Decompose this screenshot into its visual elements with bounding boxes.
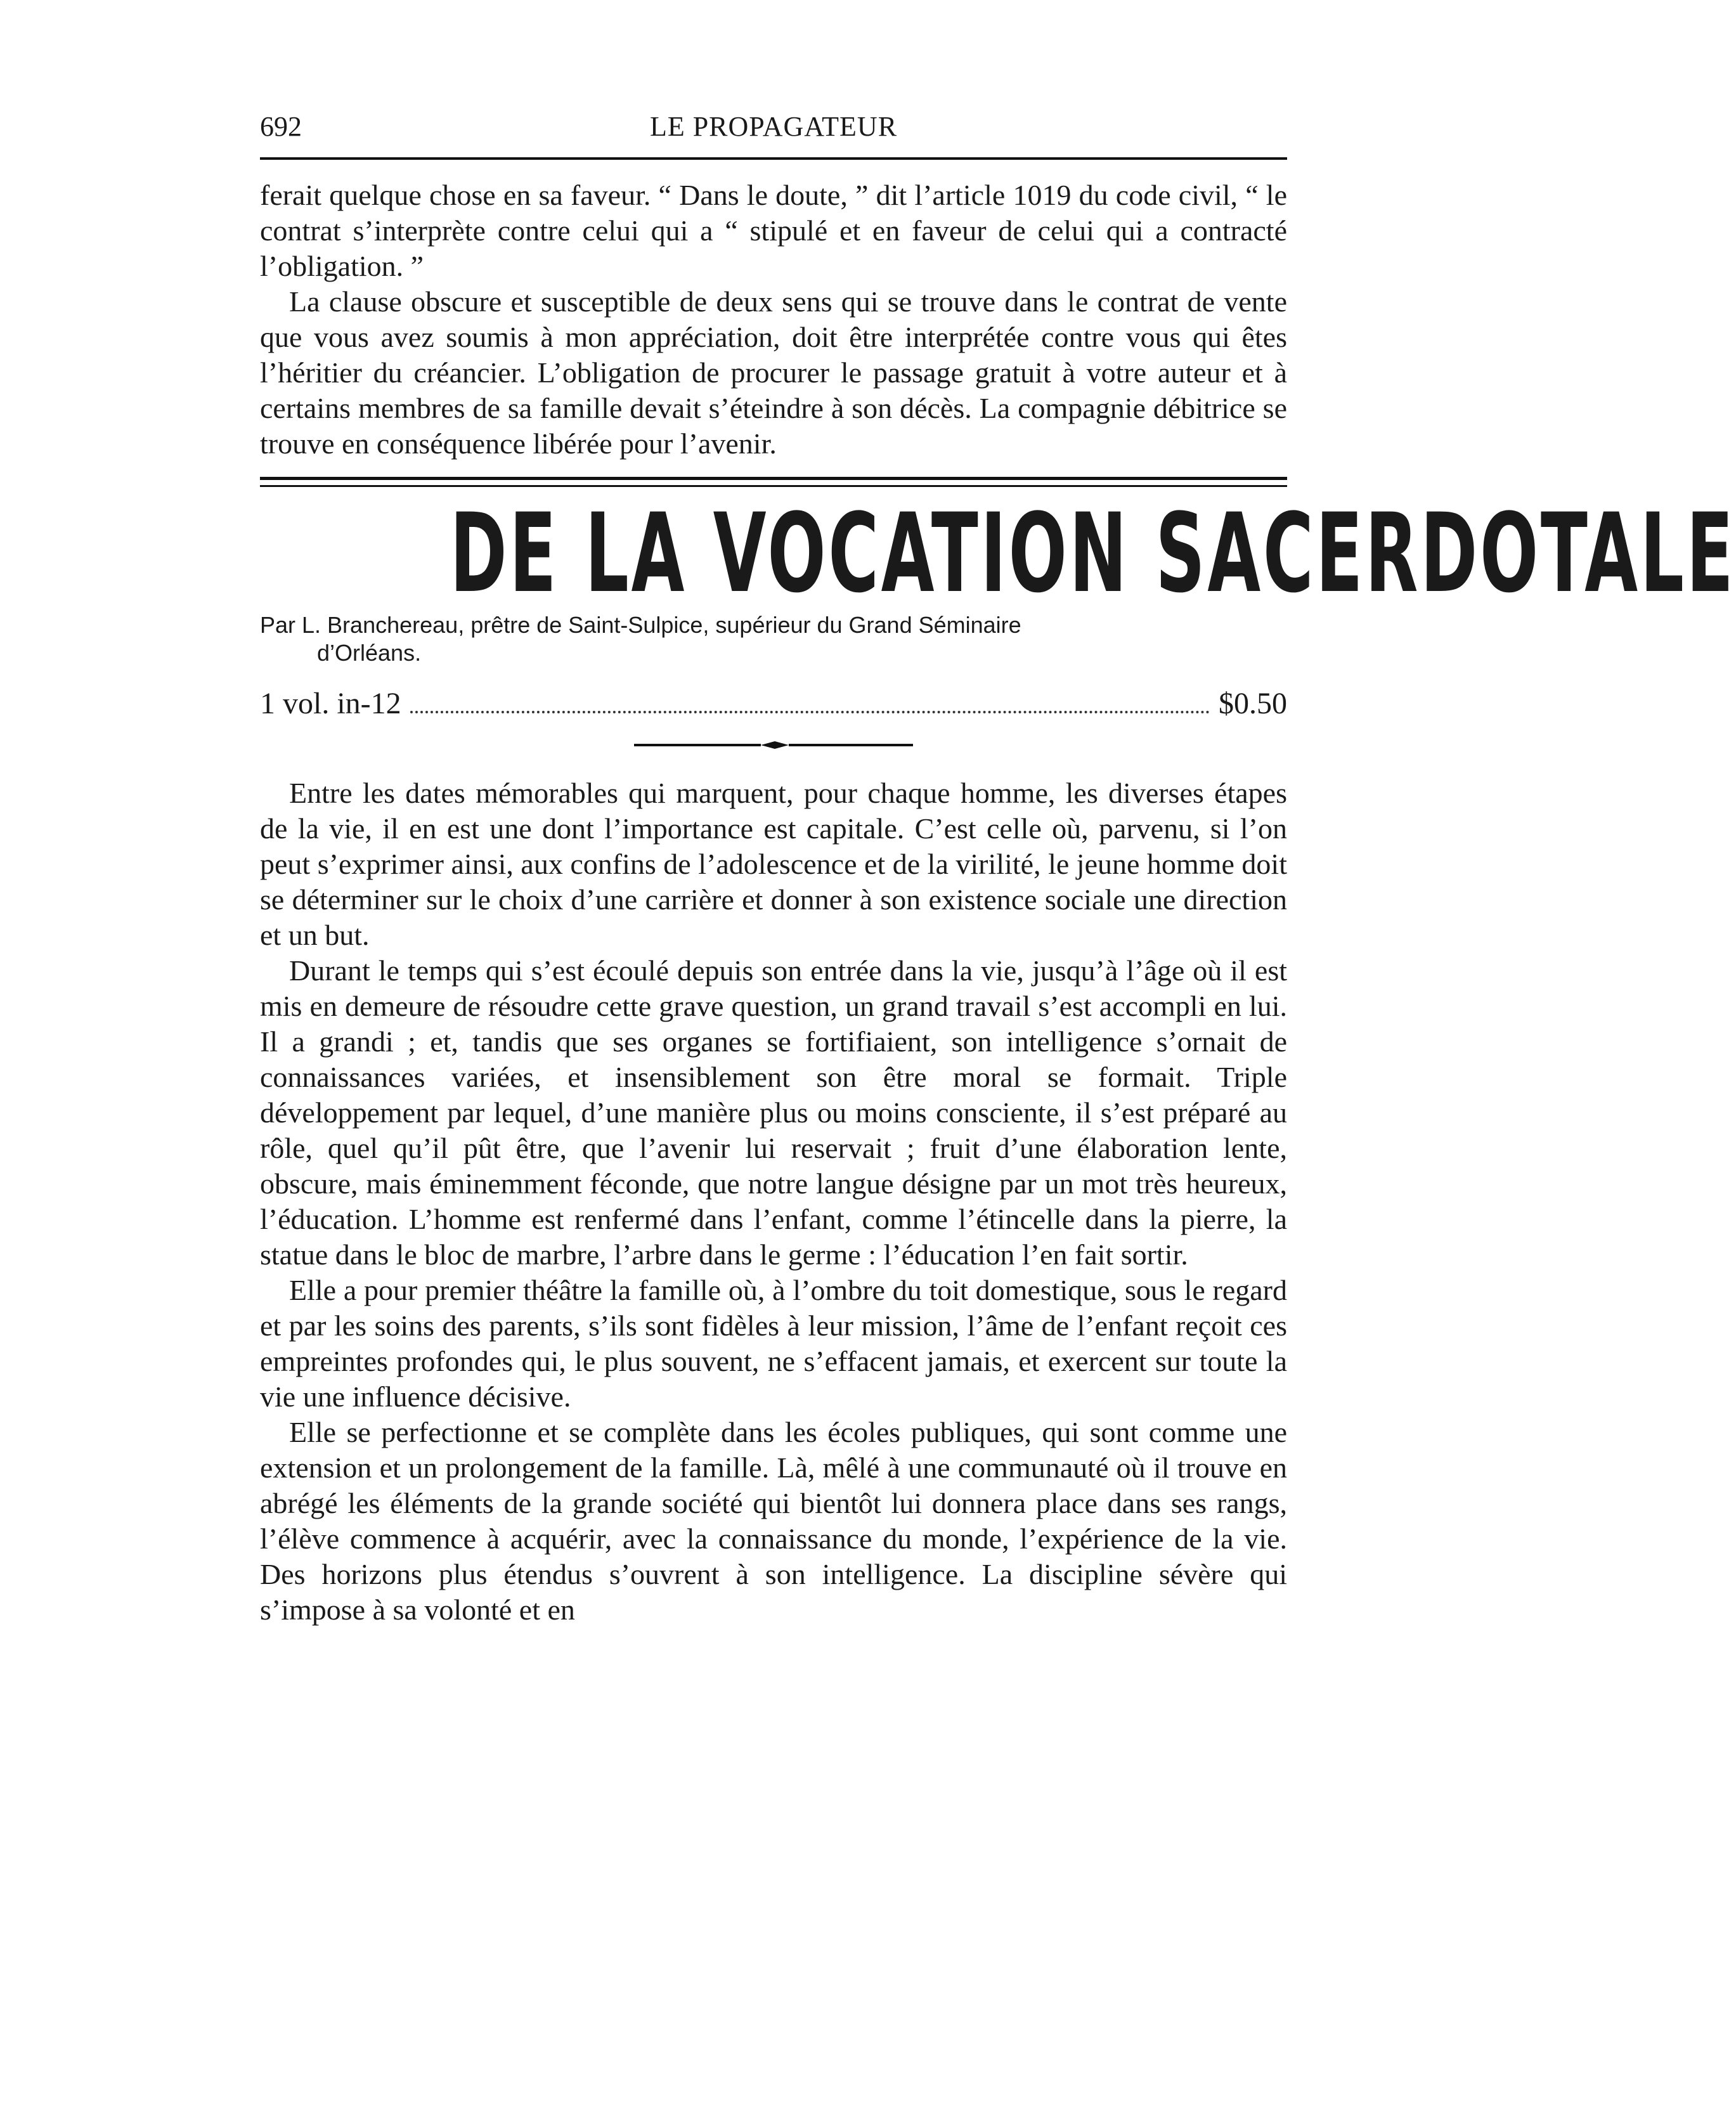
intro-paragraph-2: La clause obscure et susceptible de deux sens qui se trouve dans le contrat de vente que vous avez soumis à mon appréciation, doit être interprétée contre vous qui êtes l’héritier du créancier. L’obligation de procurer le passage gratuit à votre auteur et à certains membres de sa famille devait s’éteindre à son décès. La compagnie débitrice se trouve en conséquence libérée pour l’avenir. (260, 285, 1287, 460)
book-format: 1 vol. in-12 (260, 687, 401, 720)
book-title: DE LA VOCATION SACERDOTALE (450, 490, 1736, 617)
book-byline (260, 611, 1287, 667)
ornament-divider (260, 739, 1287, 751)
ornament-divider-icon (634, 739, 913, 751)
page-number: 692 (260, 111, 302, 142)
byline-line-1: Par L. Branchereau, prêtre de Saint-Sulpice, supérieur du Grand Séminaire (260, 612, 1021, 638)
section-double-rule (260, 477, 1287, 487)
intro-paragraph-1: ferait quelque chose en sa faveur. “ Dans le doute, ” dit l’article 1019 du code civil, “ le contrat s’interprète contre celui qui a “ stipulé et en faveur de celui qui a contracté l’obligation. ” (260, 179, 1287, 282)
running-title: LE PROPAGATEUR (649, 111, 898, 142)
price-row (260, 686, 1287, 721)
header-rule (260, 157, 1287, 160)
body-paragraph-1: Entre les dates mémorables qui marquent, pour chaque homme, les diverses étapes de la vie, il en est une dont l’importance est capitale. C’est celle où, parvenu, si l’on peut s’exprimer ainsi, aux confins de l’adolescence et de la virilité, le jeune homme doit se déterminer sur le choix d’une carrière et donner à son existence sociale une direction et un but. (260, 777, 1287, 951)
book-price: $0.50 (1219, 687, 1287, 720)
body-section (260, 775, 1287, 1628)
intro-section (260, 178, 1287, 462)
dot-leader (410, 711, 1210, 713)
byline-line-2: d’Orléans. (317, 640, 422, 666)
page-header (260, 95, 1287, 152)
body-paragraph-3: Elle a pour premier théâtre la famille où, à l’ombre du toit domestique, sous le regard et par les soins des parents, s’ils sont fidèles à leur mission, l’âme de l’enfant reçoit ces empreintes profondes qui, le plus souvent, ne s’effacent jamais, et exercent sur toute la vie une influence décisive. (260, 1274, 1287, 1413)
body-paragraph-2: Durant le temps qui s’est écoulé depuis son entrée dans la vie, jusqu’à l’âge où il est mis en demeure de résoudre cette grave question, un grand travail s’est accompli en lui. Il a grandi ; et, tandis que ses organes se fortifiaient, son intelligence s’ornait de connaissances variées, et insensiblement son être moral se formait. Triple développement par lequel, d’une manière plus ou moins consciente, il s’est préparé au rôle, quel qu’il pût être, que l’avenir lui reservait ; fruit d’une élaboration lente, obscure, mais éminemment féconde, que notre langue désigne par un mot très heureux, l’éducation. L’homme est renfermé dans l’enfant, comme l’étincelle dans la pierre, la statue dans le bloc de marbre, l’arbre dans le germe : l’éducation l’en fait sortir. (260, 954, 1287, 1271)
body-paragraph-4: Elle se perfectionne et se complète dans les écoles publiques, qui sont comme une extension et un prolongement de la famille. Là, mêlé à une communauté où il trouve en abrégé les éléments de la grande société qui bientôt lui donnera place dans ses rangs, l’élève commence à acquérir, avec la connaissance du monde, l’expérience de la vie. Des horizons plus étendus s’ouvrent à son intelligence. La discipline sévère qui s’impose à sa volonté et en (260, 1416, 1287, 1626)
book-page (260, 95, 1736, 1628)
